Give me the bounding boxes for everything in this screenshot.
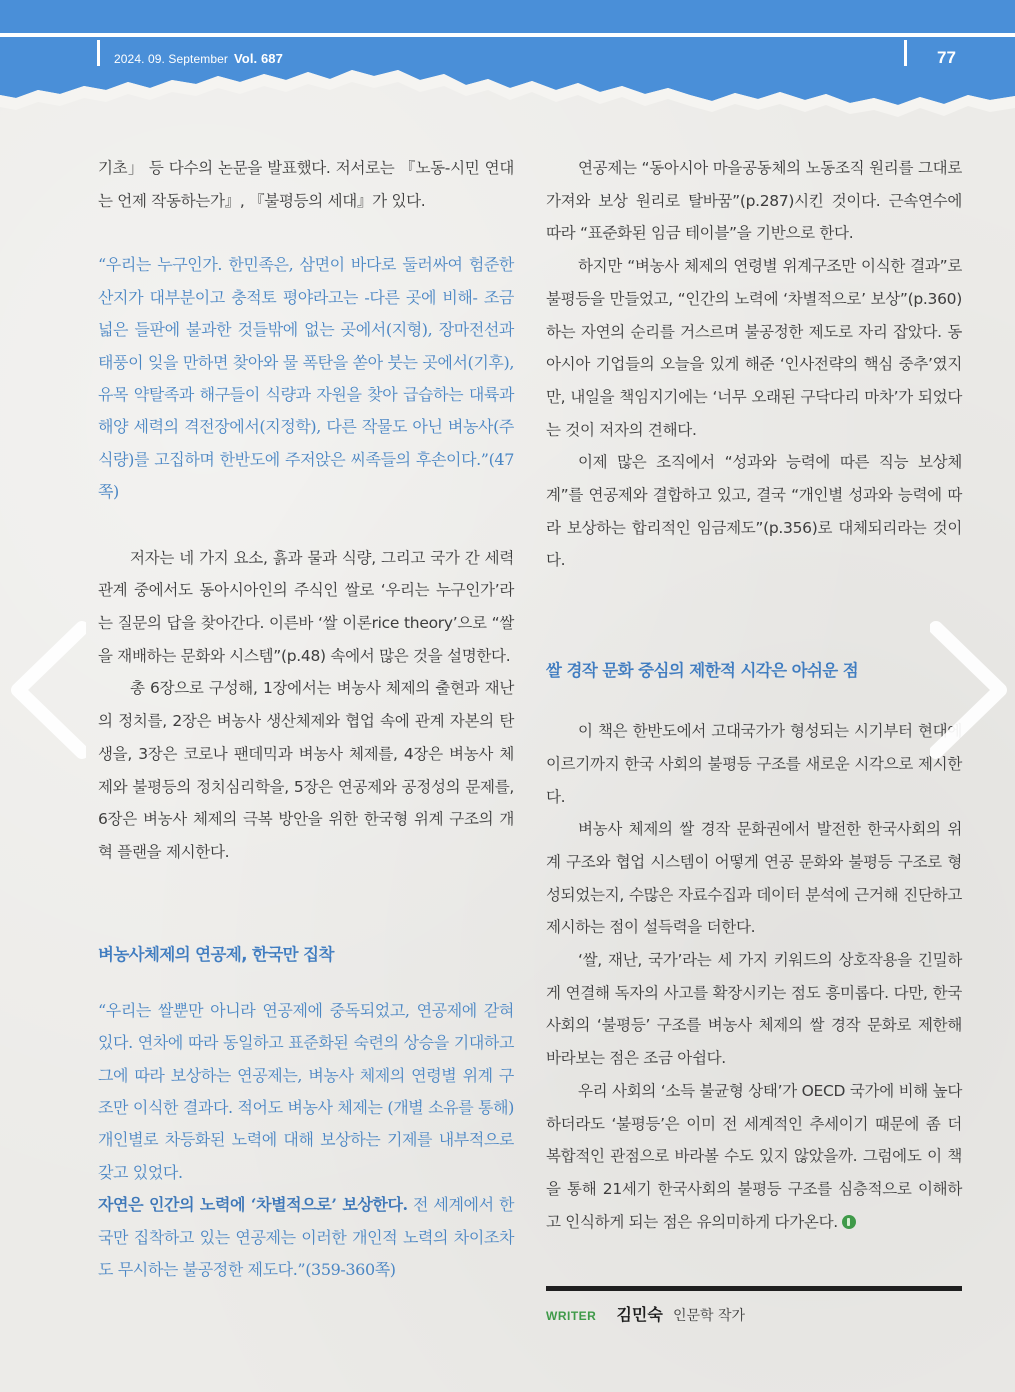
header-divider-right bbox=[904, 40, 907, 66]
issue-date-text: 2024. 09. September bbox=[114, 52, 228, 66]
torn-paper-header bbox=[0, 0, 1015, 150]
section-subheading: 벼농사체제의 연공제, 한국만 집착 bbox=[98, 944, 334, 964]
header-rule bbox=[0, 33, 1015, 37]
leaf-end-icon bbox=[842, 1215, 856, 1229]
issue-date bbox=[114, 51, 283, 66]
body-paragraph: 벼농사 체제의 쌀 경작 문화권에서 발전한 한국사회의 위계 구조와 협업 시스템이 어떻게 연공 문화와 불평등 구조로 형성되었는지, 수많은 자료수집과 데이터 분석에 근거해 진단하고 제시하는 점이 설득력을 더한다. bbox=[546, 820, 962, 937]
body-paragraph: 하지만 “벼농사 체제의 연령별 위계구조만 이식한 결과”로 불평등을 만들었고, “인간의 노력에 ‘차별적으로’ 보상”(p.360)하는 자연의 순리를 거스르며 불공정한 제도로 자리 잡았다. 동아시아 기업들의 오늘을 있게 해준 ‘인사전략의 핵심 중추’였지만, 내일을 책임지기에는 ‘너무 오래된 구닥다리 마차’가 되었다는 것이 저자의 견해다. bbox=[546, 257, 962, 439]
header-band bbox=[0, 0, 1015, 150]
right-column bbox=[546, 152, 962, 1238]
writer-divider bbox=[546, 1286, 962, 1291]
body-paragraph: 이 책은 한반도에서 고대국가가 형성되는 시기부터 현대에 이르기까지 한국 사회의 불평등 구조를 새로운 시각으로 제시한다. bbox=[546, 722, 962, 806]
page-number: 77 bbox=[937, 48, 956, 67]
chevron-left-icon bbox=[6, 620, 86, 760]
writer-name: 김민숙 bbox=[616, 1305, 663, 1324]
header-divider-left bbox=[97, 40, 100, 66]
body-paragraph: 연공제는 “동아시아 마을공동체의 노동조직 원리를 그대로 가져와 보상 원리로 탈바꿈”(p.287)시킨 것이다. 근속연수에 따라 “표준화된 임금 테이블”을 기반으로 한다. bbox=[546, 159, 962, 243]
quote-2-emphasis: 자연은 인간의 노력에 ‘차별적으로’ 보상한다. bbox=[98, 1195, 408, 1215]
quote-block-1: “우리는 누구인가. 한민족은, 삼면이 바다로 둘러싸여 험준한 산지가 대부분이고 충적토 평야라고는 -다른 곳에 비해- 조금 넓은 들판에 불과한 것들밖에 없는 곳에서(지형), 장마전선과 태풍이 잊을 만하면 찾아와 물 폭탄을 쏟아 붓는 곳에서(기후), 유목 약탈족과 해구들이 식량과 자원을 찾아 급습하는 대륙과 해양 세력의 격전장에서(지정학), 다른 작물도 아닌 벼농사(주 식량)를 고집하며 한반도에 주저앉은 씨족들의 후손이다.”(47쪽) bbox=[98, 255, 514, 502]
closing-paragraph-text: 우리 사회의 ‘소득 불균형 상태’가 OECD 국가에 비해 높다 하더라도 ‘불평등’은 이미 전 세계적인 추세이기 때문에 좀 더 복합적인 관점으로 바라볼 수도 있지 않았을까. 그럼에도 이 책을 통해 21세기 한국사회의 불평등 구조를 심층적으로 이해하고 인식하게 되는 점은 유의미하게 다가온다. bbox=[546, 1081, 962, 1231]
quote-2-tail: 전 세계에서 한국만 집착하고 있는 연공제는 이러한 개인적 노력의 차이조차도 무시하는 불공정한 제도다.”(359-360쪽) bbox=[98, 1195, 514, 1279]
body-paragraph bbox=[546, 1075, 962, 1239]
body-paragraph: 이제 많은 조직에서 “성과와 능력에 따른 직능 보상체계”를 연공제와 결합하고 있고, 결국 “개인별 성과와 능력에 따라 보상하는 합리적인 임금제도”(p.356)로 대체되리라는 것이다. bbox=[546, 453, 962, 570]
writer-credit bbox=[546, 1302, 745, 1325]
next-page-button[interactable] bbox=[930, 620, 1010, 760]
quote-block-2 bbox=[98, 995, 514, 1287]
intro-paragraph: 기초」 등 다수의 논문을 발표했다. 저서로는 『노동-시민 연대는 언제 작동하는가』, 『불평등의 세대』가 있다. bbox=[98, 159, 514, 210]
writer-label: WRITER bbox=[546, 1309, 597, 1323]
issue-volume: Vol. 687 bbox=[233, 51, 283, 66]
body-paragraph: 저자는 네 가지 요소, 흙과 물과 식량, 그리고 국가 간 세력 관계 중에서도 동아시아인의 주식인 쌀로 ‘우리는 누구인가’라는 질문의 답을 찾아간다. 이른바 ‘쌀 이론rice theory’으로 “쌀을 재배하는 문화와 시스템”(p.48) 속에서 많은 것을 설명한다. bbox=[98, 548, 514, 665]
chevron-right-icon bbox=[930, 620, 1010, 760]
body-paragraph: ‘쌀, 재난, 국가’라는 세 가지 키워드의 상호작용을 긴밀하게 연결해 독자의 사고를 확장시키는 점도 흥미롭다. 다만, 한국사회의 ‘불평등’ 구조를 벼농사 체제의 쌀 경작 문화로 제한해 바라보는 점은 조금 아쉽다. bbox=[546, 951, 962, 1068]
writer-role: 인문학 작가 bbox=[672, 1308, 746, 1324]
quote-2-text: “우리는 쌀뿐만 아니라 연공제에 중독되었고, 연공제에 갇혀 있다. 연차에 따라 동일하고 표준화된 숙련의 상승을 기대하고 그에 따라 보상하는 연공제는, 벼농사 체제의 연령별 위계 구조만 이식한 결과다. 적어도 벼농사 체제는 (개별 소유를 통해) 개인별로 차등화된 노력에 대해 보상하는 기제를 내부적으로 갖고 있었다. bbox=[98, 1000, 514, 1182]
body-paragraph: 총 6장으로 구성해, 1장에서는 벼농사 체제의 출현과 재난의 정치를, 2장은 벼농사 생산체제와 협업 속에 관계 자본의 탄생을, 3장은 코로나 팬데믹과 벼농사 체제를, 4장은 벼농사 체제와 불평등의 정치심리학을, 5장은 연공제와 공정성의 문제를, 6장은 벼농사 체제의 극복 방안을 위한 한국형 위계 구조의 개혁 플랜을 제시한다. bbox=[98, 679, 514, 861]
left-column bbox=[98, 152, 514, 1286]
prev-page-button[interactable] bbox=[6, 620, 86, 760]
section-subheading: 쌀 경작 문화 중심의 제한적 시각은 아쉬운 점 bbox=[546, 661, 859, 681]
